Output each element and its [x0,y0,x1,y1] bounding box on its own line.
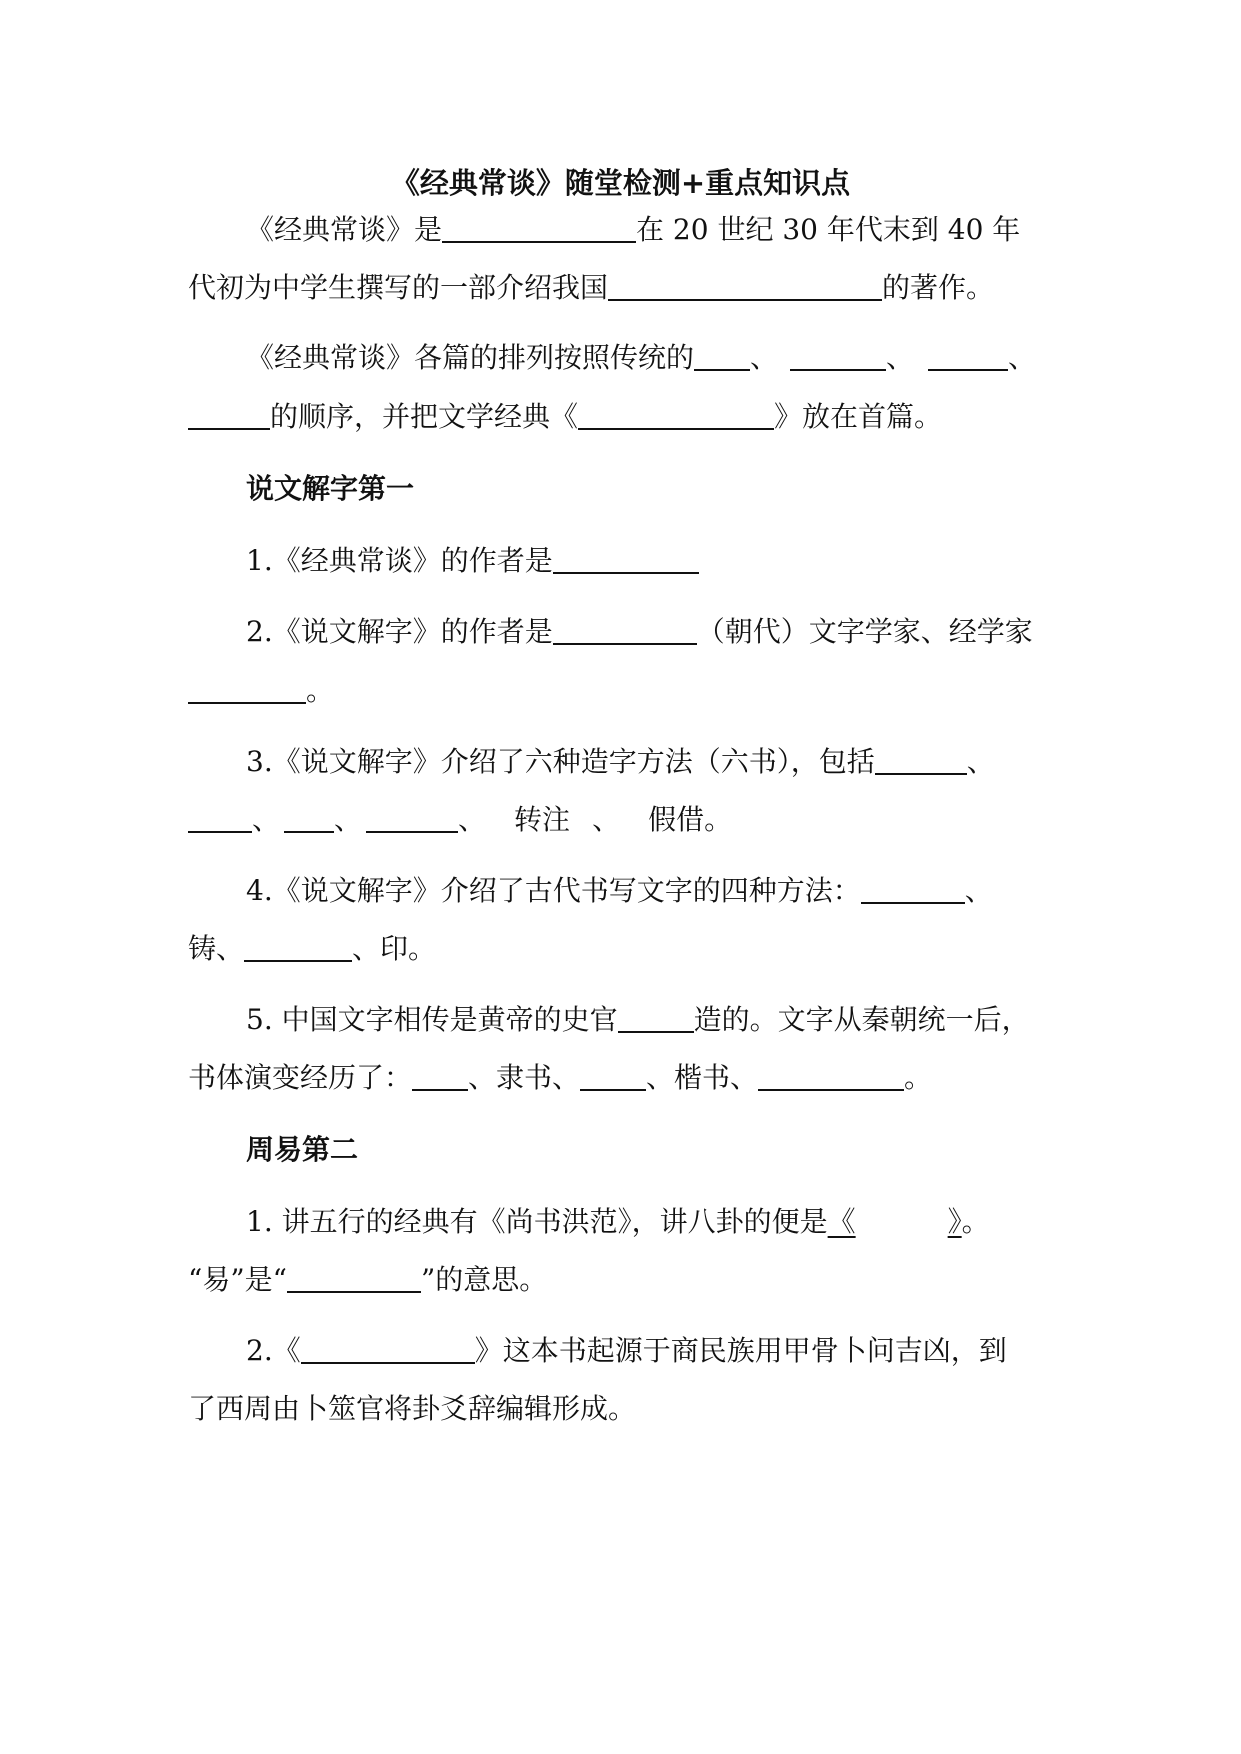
s2-q2-line1 [246,1331,1058,1371]
separator: 、 [592,803,621,836]
s2-q1-text-c: “易”是“ [188,1263,287,1296]
intro-p1-text-a: 《经典常谈》是 [246,213,443,246]
intro-p2-line2 [188,397,1058,437]
intro-p1-text-c: 代初为中学生撰写的一部介绍我国 [188,271,609,304]
s1-q4-text-a: 4.《说文解字》介绍了古代书写文字的四种方法： [246,874,861,907]
fill-blank-s1-q5-3[interactable] [758,1059,904,1091]
s1-q2-text-b: （朝代）文字学家、经学家 [696,615,1033,648]
document-title: 《经典常谈》随堂检测+重点知识点 [390,166,851,200]
s1-q5-line2 [188,1058,1058,1098]
separator: 、 [1008,341,1037,374]
s1-q1-text: 1.《经典常谈》的作者是 [246,544,553,577]
fill-blank-s1-q1[interactable] [553,542,699,574]
s1-q4-line2 [188,929,1058,969]
intro-p2-text-a: 《经典常谈》各篇的排列按照传统的 [246,341,695,374]
s1-q1 [246,541,1058,581]
s2-q1-text-d: ”的意思。 [420,1263,548,1296]
s1-q3-line1 [246,742,1058,782]
s2-q1-text-a: 1. 讲五行的经典有《尚书洪范》，讲八卦的便是 [246,1205,828,1238]
s2-q2-text-c: 了西周由卜筮官将卦爻辞编辑形成。 [188,1392,637,1425]
s1-q3-line2 [188,800,1058,840]
s1-q3-text-a: 3.《说文解字》介绍了六种造字方法（六书），包括 [246,745,875,778]
fill-blank-s2-q1-book[interactable] [828,1205,962,1238]
fill-blank-order-3[interactable] [928,339,1008,371]
fill-blank-s1-q5-historian[interactable] [618,1001,694,1033]
s2-q2-line2 [188,1389,1058,1429]
fill-blank-author[interactable] [442,211,636,243]
s2-q2-text-b: 》这本书起源于商民族用甲骨卜问吉凶，到 [474,1334,1007,1367]
separator: 、 [886,341,915,374]
section-heading-zhouyi: 周易第二 [246,1133,359,1166]
s1-q5-text-b: 造的。文字从秦朝统一后， [693,1003,1030,1036]
fill-blank-s2-q1-meaning[interactable] [287,1261,421,1293]
separator: 、 [252,803,281,836]
fill-blank-s1-q5-2[interactable] [580,1059,646,1091]
separator: 、 [334,803,363,836]
s1-q2-text-a: 2.《说文解字》的作者是 [246,615,553,648]
s1-q4-line1 [246,871,1058,911]
intro-p1-line2 [188,268,1058,308]
fill-blank-s1-q4-2[interactable] [244,930,352,962]
s1-q2-line2 [188,671,1058,711]
intro-p2-text-c: 》放在首篇。 [774,400,943,433]
fill-blank-s1-q3-3[interactable] [284,801,334,833]
fill-blank-s1-q3-4[interactable] [366,801,458,833]
s1-q4-text-yin: 、印。 [352,932,437,965]
fill-blank-s2-q2-book[interactable] [301,1332,475,1364]
fill-blank-s1-q2-dynasty[interactable] [553,613,697,645]
book-close-mark: 》 [947,1205,962,1238]
fill-blank-order-1[interactable] [694,339,750,371]
fill-blank-order-4[interactable] [188,398,270,430]
fill-blank-s1-q5-1[interactable] [412,1059,468,1091]
s1-q4-text-zhu: 铸、 [188,932,245,965]
s1-q3-zhuanzhu: 转注 [514,803,571,836]
s2-q1-line2 [188,1260,1058,1300]
fill-blank-topic[interactable] [608,269,882,301]
separator: 、 [458,803,487,836]
fill-blank-first-classic[interactable] [578,398,774,430]
s1-q3-jiajie: 假借。 [648,803,733,836]
s2-q1-line1 [246,1202,1058,1242]
intro-p2-text-b: 的顺序，并把文学经典《 [270,400,579,433]
s2-q2-text-a: 2.《 [246,1334,301,1367]
book-open-mark: 《 [827,1205,856,1238]
separator: 、 [964,874,993,907]
period: 。 [904,1061,933,1094]
fill-blank-s1-q3-2[interactable] [188,801,252,833]
separator: 、 [750,341,779,374]
fill-blank-order-2[interactable] [790,339,886,371]
s1-q5-text-kaishu: 、楷书、 [646,1061,759,1094]
s1-q2-line1 [246,612,1058,652]
s1-q5-text-c: 书体演变经历了： [188,1061,413,1094]
intro-p1-text-b: 在 20 世纪 30 年代末到 40 年 [636,213,1021,246]
s1-q5-text-a: 5. 中国文字相传是黄帝的史官 [246,1003,618,1036]
period: 。 [961,1205,990,1238]
period: 。 [306,674,335,707]
section-heading-shuowen: 说文解字第一 [246,472,415,505]
s1-q5-line1 [246,1000,1058,1040]
separator: 、 [966,745,995,778]
s1-q5-text-lishu: 、隶书、 [468,1061,581,1094]
fill-blank-s1-q2-name[interactable] [188,672,306,704]
intro-p1-line1 [246,210,1058,250]
fill-blank-s1-q4-1[interactable] [861,872,965,904]
intro-p1-text-d: 的著作。 [882,271,995,304]
fill-blank-s1-q3-1[interactable] [875,743,967,775]
intro-p2-line1 [246,338,1058,378]
